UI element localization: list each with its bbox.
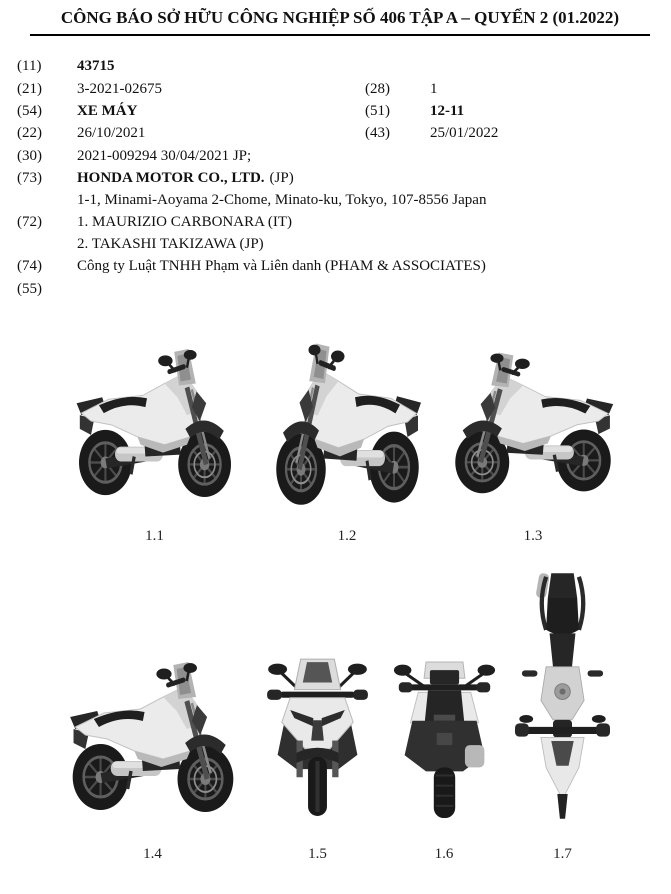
field-row-55 (0, 281, 671, 303)
gazette-title: CÔNG BÁO SỞ HỮU CÔNG NGHIỆP SỐ 406 TẬP A – QUYỂN 2 (01.2022) (30, 8, 650, 36)
field-row-72 (0, 214, 671, 236)
filing-date: 26/10/2021 (77, 125, 146, 141)
design-figure-1-6 (390, 658, 498, 863)
motorcycle-front-right-view-image (67, 342, 243, 500)
field-row-22-43 (0, 125, 671, 147)
design-title: XE MÁY (77, 103, 138, 119)
figure-label-1-2: 1.2 (337, 528, 357, 544)
locarno-class: 12-11 (430, 103, 465, 119)
representative: Công ty Luật TNHH Phạm và Liên danh (PHAM & ASSOCIATES) (77, 258, 486, 274)
priority-data: 2021-009294 30/04/2021 JP; (77, 148, 252, 164)
registration-number: 43715 (77, 58, 115, 74)
figure-label-1-3: 1.3 (523, 528, 543, 544)
design-figure-1-5 (265, 655, 370, 863)
field-code-43: (43) (365, 125, 390, 141)
field-code-11: (11) (17, 58, 42, 74)
owner-line (77, 170, 294, 187)
application-number: 3-2021-02675 (77, 81, 162, 97)
field-row-72-line2 (0, 236, 671, 258)
figure-label-1-1: 1.1 (145, 528, 164, 544)
design-count: 1 (430, 81, 438, 97)
motorcycle-rear-view-image (391, 658, 498, 820)
figure-label-1-7: 1.7 (553, 846, 572, 862)
publication-date: 25/01/2022 (430, 125, 499, 141)
field-row-73 (0, 170, 671, 192)
figure-label-1-4: 1.4 (143, 846, 162, 862)
motorcycle-right-side-view-image (60, 655, 246, 815)
field-code-28: (28) (365, 81, 390, 97)
field-row-30 (0, 148, 671, 170)
inventor-2: 2. TAKASHI TAKIZAWA (JP) (77, 236, 264, 252)
design-figure-1-1 (52, 342, 257, 545)
figure-label-1-5: 1.5 (308, 846, 327, 862)
field-code-30: (30) (17, 148, 42, 164)
field-code-21: (21) (17, 81, 42, 97)
field-row-73-address (0, 192, 671, 214)
field-code-51: (51) (365, 103, 390, 119)
field-code-22: (22) (17, 125, 42, 141)
field-code-72: (72) (17, 214, 42, 230)
motorcycle-front-left-view-image (265, 336, 430, 508)
field-code-54: (54) (17, 103, 42, 119)
field-row-11 (0, 58, 671, 80)
owner-address: 1-1, Minami-Aoyama 2-Chome, Minato-ku, Tokyo, 107-8556 Japan (77, 192, 487, 208)
design-figure-1-2 (262, 336, 432, 545)
field-code-55: (55) (17, 281, 42, 297)
field-row-74 (0, 258, 671, 280)
motorcycle-left-side-view-image (443, 346, 623, 496)
motorcycle-top-view-image (515, 568, 610, 824)
field-code-74: (74) (17, 258, 42, 274)
figure-label-1-7: 1.6 (434, 846, 454, 862)
owner-name: HONDA MOTOR CO., LTD. (77, 170, 265, 186)
field-code-73: (73) (17, 170, 42, 186)
design-figure-1-4 (55, 655, 250, 863)
inventor-1: 1. MAURIZIO CARBONARA (IT) (77, 214, 292, 230)
motorcycle-front-view-image (265, 655, 370, 818)
field-row-21-28 (0, 81, 671, 103)
design-figure-1-7 (515, 568, 610, 863)
owner-country: (JP) (269, 170, 294, 186)
design-figure-1-3 (438, 346, 628, 545)
field-row-54-51 (0, 103, 671, 125)
